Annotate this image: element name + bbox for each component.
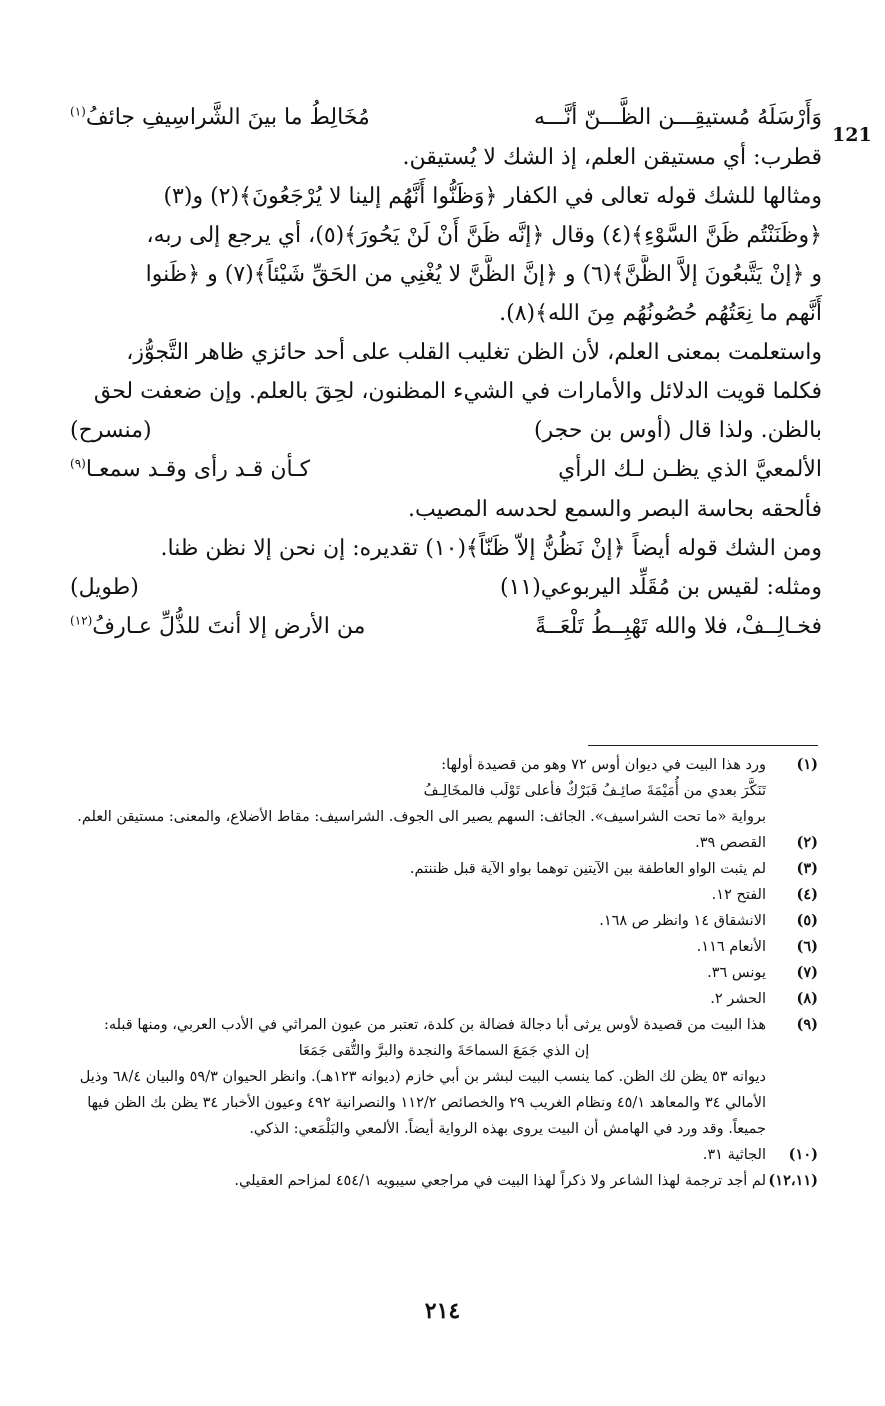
footnote-number: (١) — [796, 756, 818, 773]
footnote-text: الجاثية ٣١. — [702, 1147, 766, 1163]
footnotes — [70, 752, 818, 1194]
footnote — [70, 934, 818, 960]
main-text — [70, 98, 822, 647]
verse-1 — [70, 98, 822, 138]
footnote-number: (٧) — [796, 964, 818, 981]
footnote — [70, 960, 818, 986]
verse-1-hemistich-left-wrap — [70, 98, 370, 138]
footnote — [70, 1012, 818, 1038]
footnote-verse-text: إن الذي جَمَعَ السماحَةَ والنجدة والبرَّ والتُّقى جَمَعَا — [298, 1043, 590, 1059]
footnote-text: لم أجد ترجمة لهذا الشاعر ولا ذكراً لهذا البيت في مراجعي سيبويه ٤٥٤/١ لمزاحم العقيلي. — [234, 1173, 766, 1189]
verse-3-hemistich-right: فخـالِــفْ، فلا والله تَهْبِــطُ تَلْعَــةً — [535, 614, 822, 639]
verse-2-hemistich-right: الألمعيَّ الذي يظـن لـك الرأي — [558, 457, 822, 482]
footnote — [70, 1142, 818, 1168]
page-number: ٢١٤ — [424, 1298, 461, 1324]
verse-3-hemistich-left: من الأرض إلا أنتَ للذُّلِّ عـارفُ — [92, 614, 366, 639]
body-line: ومثالها للشك قوله تعالى في الكفار ﴿وَظَنُّوا أَنَّهُم إلينا لا يُرْجَعُونَ﴾(٢) و(٣) — [163, 184, 822, 209]
verse-2-hemistich-left-wrap — [70, 450, 310, 490]
footnote — [70, 804, 818, 830]
verse-3 — [70, 607, 822, 647]
footnote-number: (١٢،١١) — [768, 1172, 818, 1189]
footnote-ref-9: (٩) — [70, 456, 86, 471]
footnote-number: (٣) — [796, 860, 818, 877]
body-line: قطرب: أي مستيقن العلم، إذ الشك لا يُستيقن. — [402, 145, 822, 170]
footnote — [70, 752, 818, 778]
footnote — [70, 856, 818, 882]
verse-2-hemistich-left: كـأن قـد رأى وقـد سمعـا — [85, 457, 311, 482]
entry-number: 121 — [832, 124, 872, 146]
footnote-number: (٦) — [796, 938, 818, 955]
body-line: واستعلمت بمعنى العلم، لأن الظن تغليب القلب على أحد حائزي ظاهر التَّجوُّز، — [126, 340, 822, 365]
footnote — [70, 986, 818, 1012]
footnote-ref-1: (١) — [70, 104, 86, 119]
footnote-text: الفتح ١٢. — [711, 887, 766, 903]
footnote-number: (١٠) — [788, 1146, 818, 1163]
footnote-text: القصص ٣٩. — [695, 835, 766, 851]
footnote — [70, 830, 818, 856]
footnote-text: ديوانه ٥٣ يظن لك الظن. كما ينسب البيت لبشر بن أبي خازم (ديوانه ١٢٣هـ). وانظر الحيوان ٥٩/٣ والبيان ٦٨/٤ وذيل الأمالي ٣٤ والمعاهد ٤٥/١ ونظام الغريب ٢٩ والخصائص ١١٢/٢ والنصرانية ٤٩٢ وعيون الأخبار ٣٤ يظن بك الظن فيها جميعاً. وقد ورد في الهامش أن البيت يروى بهذه الرواية أيضاً. الألمعي والبَلْمَعي: الذكي. — [79, 1069, 766, 1137]
footnote-ref-12: (١٢) — [70, 613, 93, 628]
poet-attribution-1: بالظن. ولذا قال (أوس بن حجر) — [533, 418, 822, 443]
footnote-text: هذا البيت من قصيدة لأوس يرثى أبا دجالة فضالة بن كلدة، تعتبر من عيون المراثي في الأدب العربي، ومنها قبله: — [103, 1017, 766, 1033]
footnote-verse — [70, 1038, 818, 1064]
footnote-number: (٨) — [796, 990, 818, 1007]
body-line: فألحقه بحاسة البصر والسمع لحدسه المصيب. — [408, 497, 822, 522]
poet-line-1 — [70, 411, 822, 450]
body-line: ومن الشك قوله أيضاً ﴿إنْ نَظُنُّ إلاّ ظَنّاً﴾(١٠) تقديره: إن نحن إلا نظن ظنا. — [160, 536, 822, 561]
body-line: ﴿وظَنَنْتُم ظَنَّ السَّوْءِ﴾(٤) وقال ﴿إنَّه ظَنَّ أَنْ لَنْ يَحُورَ﴾(٥)، أي يرجع إلى ربه، — [146, 223, 822, 248]
footnote-text: برواية «ما تحت الشراسيف». الجائف: السهم يصير الى الجوف. الشراسيف: مقاط الأضلاع، والمعنى: مستيقن العلم. — [77, 809, 766, 825]
verse-1-hemistich-left: مُخَالِطُ ما بينَ الشَّراسِيفِ جائفُ — [85, 105, 370, 130]
meter-label-1: (منسرح) — [70, 418, 152, 443]
body-line: و ﴿إنْ يَتَّبعُونَ إلاَّ الظَّنَّ﴾(٦) و ﴿إنَّ الظَّنَّ لا يُغْنِي من الحَقِّ شَيْئاً﴾(٧) و ﴿ظَنوا — [145, 262, 822, 287]
verse-2 — [70, 450, 822, 490]
footnote-number: (٢) — [796, 834, 818, 851]
footnote — [70, 882, 818, 908]
verse-3-hemistich-left-wrap — [70, 607, 365, 647]
body-line: أَنَّهم ما نِعَتُهُم حُصُونُهُم مِنَ الله﴾(٨). — [499, 301, 822, 326]
poet-attribution-2: ومثله: لقيس بن مُقَلِّد اليربوعي(١١) — [499, 575, 822, 600]
footnote-text: الحشر ٢. — [710, 991, 766, 1007]
footnote — [70, 908, 818, 934]
footnote-text: لم يثبت الواو العاطفة بين الآيتين توهما بواو الآية قبل ظننتم. — [409, 861, 766, 877]
footnote-number: (٤) — [796, 886, 818, 903]
verse-1-hemistich-right: وَأَرْسَلَهُ مُستيقِـــن الظَّـــنّ أنَّـــه — [533, 105, 822, 130]
footnote — [70, 778, 818, 804]
poet-line-2 — [70, 568, 822, 607]
footnote-text: الانشقاق ١٤ وانظر ص ١٦٨. — [599, 913, 766, 929]
footnote-number: (٩) — [796, 1016, 818, 1033]
meter-label-2: (طويل) — [70, 575, 139, 600]
body-line: فكلما قويت الدلائل والأمارات في الشيء المظنون، لحِقَ بالعلم. وإن ضعفت لحق — [93, 379, 822, 404]
footnote-text: يونس ٣٦. — [707, 965, 766, 981]
footnote-number: (٥) — [796, 912, 818, 929]
footnote-text: الأنعام ١١٦. — [696, 939, 766, 955]
footnote — [70, 1064, 818, 1142]
footnote-divider — [588, 745, 818, 746]
footnote-text: ورد هذا البيت في ديوان أوس ٧٢ وهو من قصيدة أولها: — [441, 757, 766, 773]
footnote — [70, 1168, 818, 1194]
footnote-text: تَنَكَّرَ بعدي من أُمَيْمَةَ صائِـفُ فَبَرْكٌ فأعلى تَوْلَب فالمخَالِـفُ — [423, 783, 766, 799]
